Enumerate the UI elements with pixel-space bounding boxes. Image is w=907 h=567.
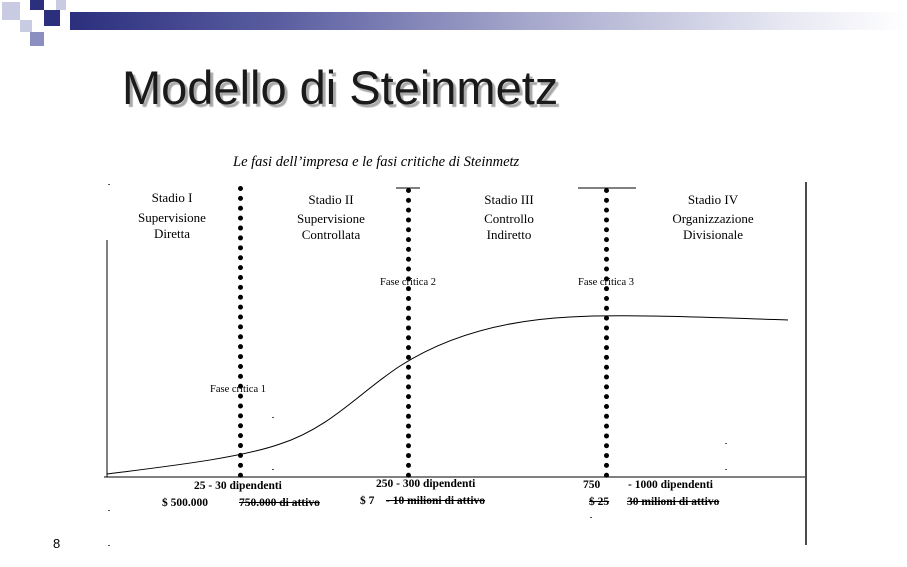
- critical-phase-3-line: [604, 188, 609, 478]
- scan-dot: [108, 184, 110, 185]
- scan-dot: [108, 510, 110, 511]
- scan-dot: [272, 417, 274, 418]
- slide-title: Modello di Steinmetz: [122, 61, 559, 114]
- stage-2-name: Stadio II: [308, 192, 354, 207]
- stage-3-desc-line2: Indiretto: [486, 227, 532, 242]
- scan-dot: [108, 545, 110, 546]
- scan-dot: [725, 469, 727, 470]
- stage-2-desc-line2: Controllata: [301, 227, 361, 242]
- critical-phase-3-label: Fase critica 3: [578, 277, 634, 288]
- critical-phase-2-line: [406, 188, 411, 478]
- threshold-3-assets-amount: $ 25: [589, 496, 610, 508]
- stage-3: [459, 192, 559, 243]
- figure-caption: Le fasi dell’impresa e le fasi critiche di Steinmetz: [233, 154, 520, 170]
- stage-4-name: Stadio IV: [687, 192, 739, 207]
- stage-1-name: Stadio I: [151, 190, 193, 205]
- stage-1: [122, 190, 222, 242]
- threshold-3-employees: 750: [583, 479, 601, 491]
- threshold-1-assets-amount: $ 500.000: [162, 497, 208, 509]
- threshold-1-employees: 25 - 30 dipendenti: [194, 480, 282, 492]
- stage-2: [281, 192, 381, 243]
- scan-dot: [725, 443, 727, 444]
- threshold-1-assets-text: 750.000 di attivo: [239, 497, 320, 509]
- stage-3-name: Stadio III: [484, 192, 534, 207]
- stage-1-desc-line2: Diretta: [153, 226, 191, 241]
- scan-dot: [590, 517, 592, 518]
- stage-1-desc-line1: Supervisione: [138, 210, 206, 225]
- threshold-2-assets-amount: $ 7: [360, 495, 375, 507]
- threshold-2-assets-text: - 10 milioni di attivo: [386, 495, 486, 507]
- critical-phase-1-label: Fase critica 1: [210, 384, 266, 395]
- stage-2-desc-line1: Supervisione: [297, 211, 365, 226]
- critical-phase-2-label: Fase critica 2: [380, 277, 436, 288]
- stage-4-desc-line1: Organizzazione: [672, 211, 754, 226]
- stage-4-desc-line2: Divisionale: [683, 227, 743, 242]
- critical-phase-1-line: [238, 186, 243, 478]
- threshold-3-employees-range: - 1000 dipendenti: [628, 479, 713, 491]
- stage-3-desc-line1: Controllo: [484, 211, 534, 226]
- scan-dot: [272, 469, 274, 470]
- threshold-2-employees: 250 - 300 dipendenti: [376, 478, 476, 490]
- page-number: 8: [53, 536, 61, 551]
- threshold-3-assets-text: 30 milioni di attivo: [627, 496, 720, 508]
- stage-4: [653, 192, 773, 243]
